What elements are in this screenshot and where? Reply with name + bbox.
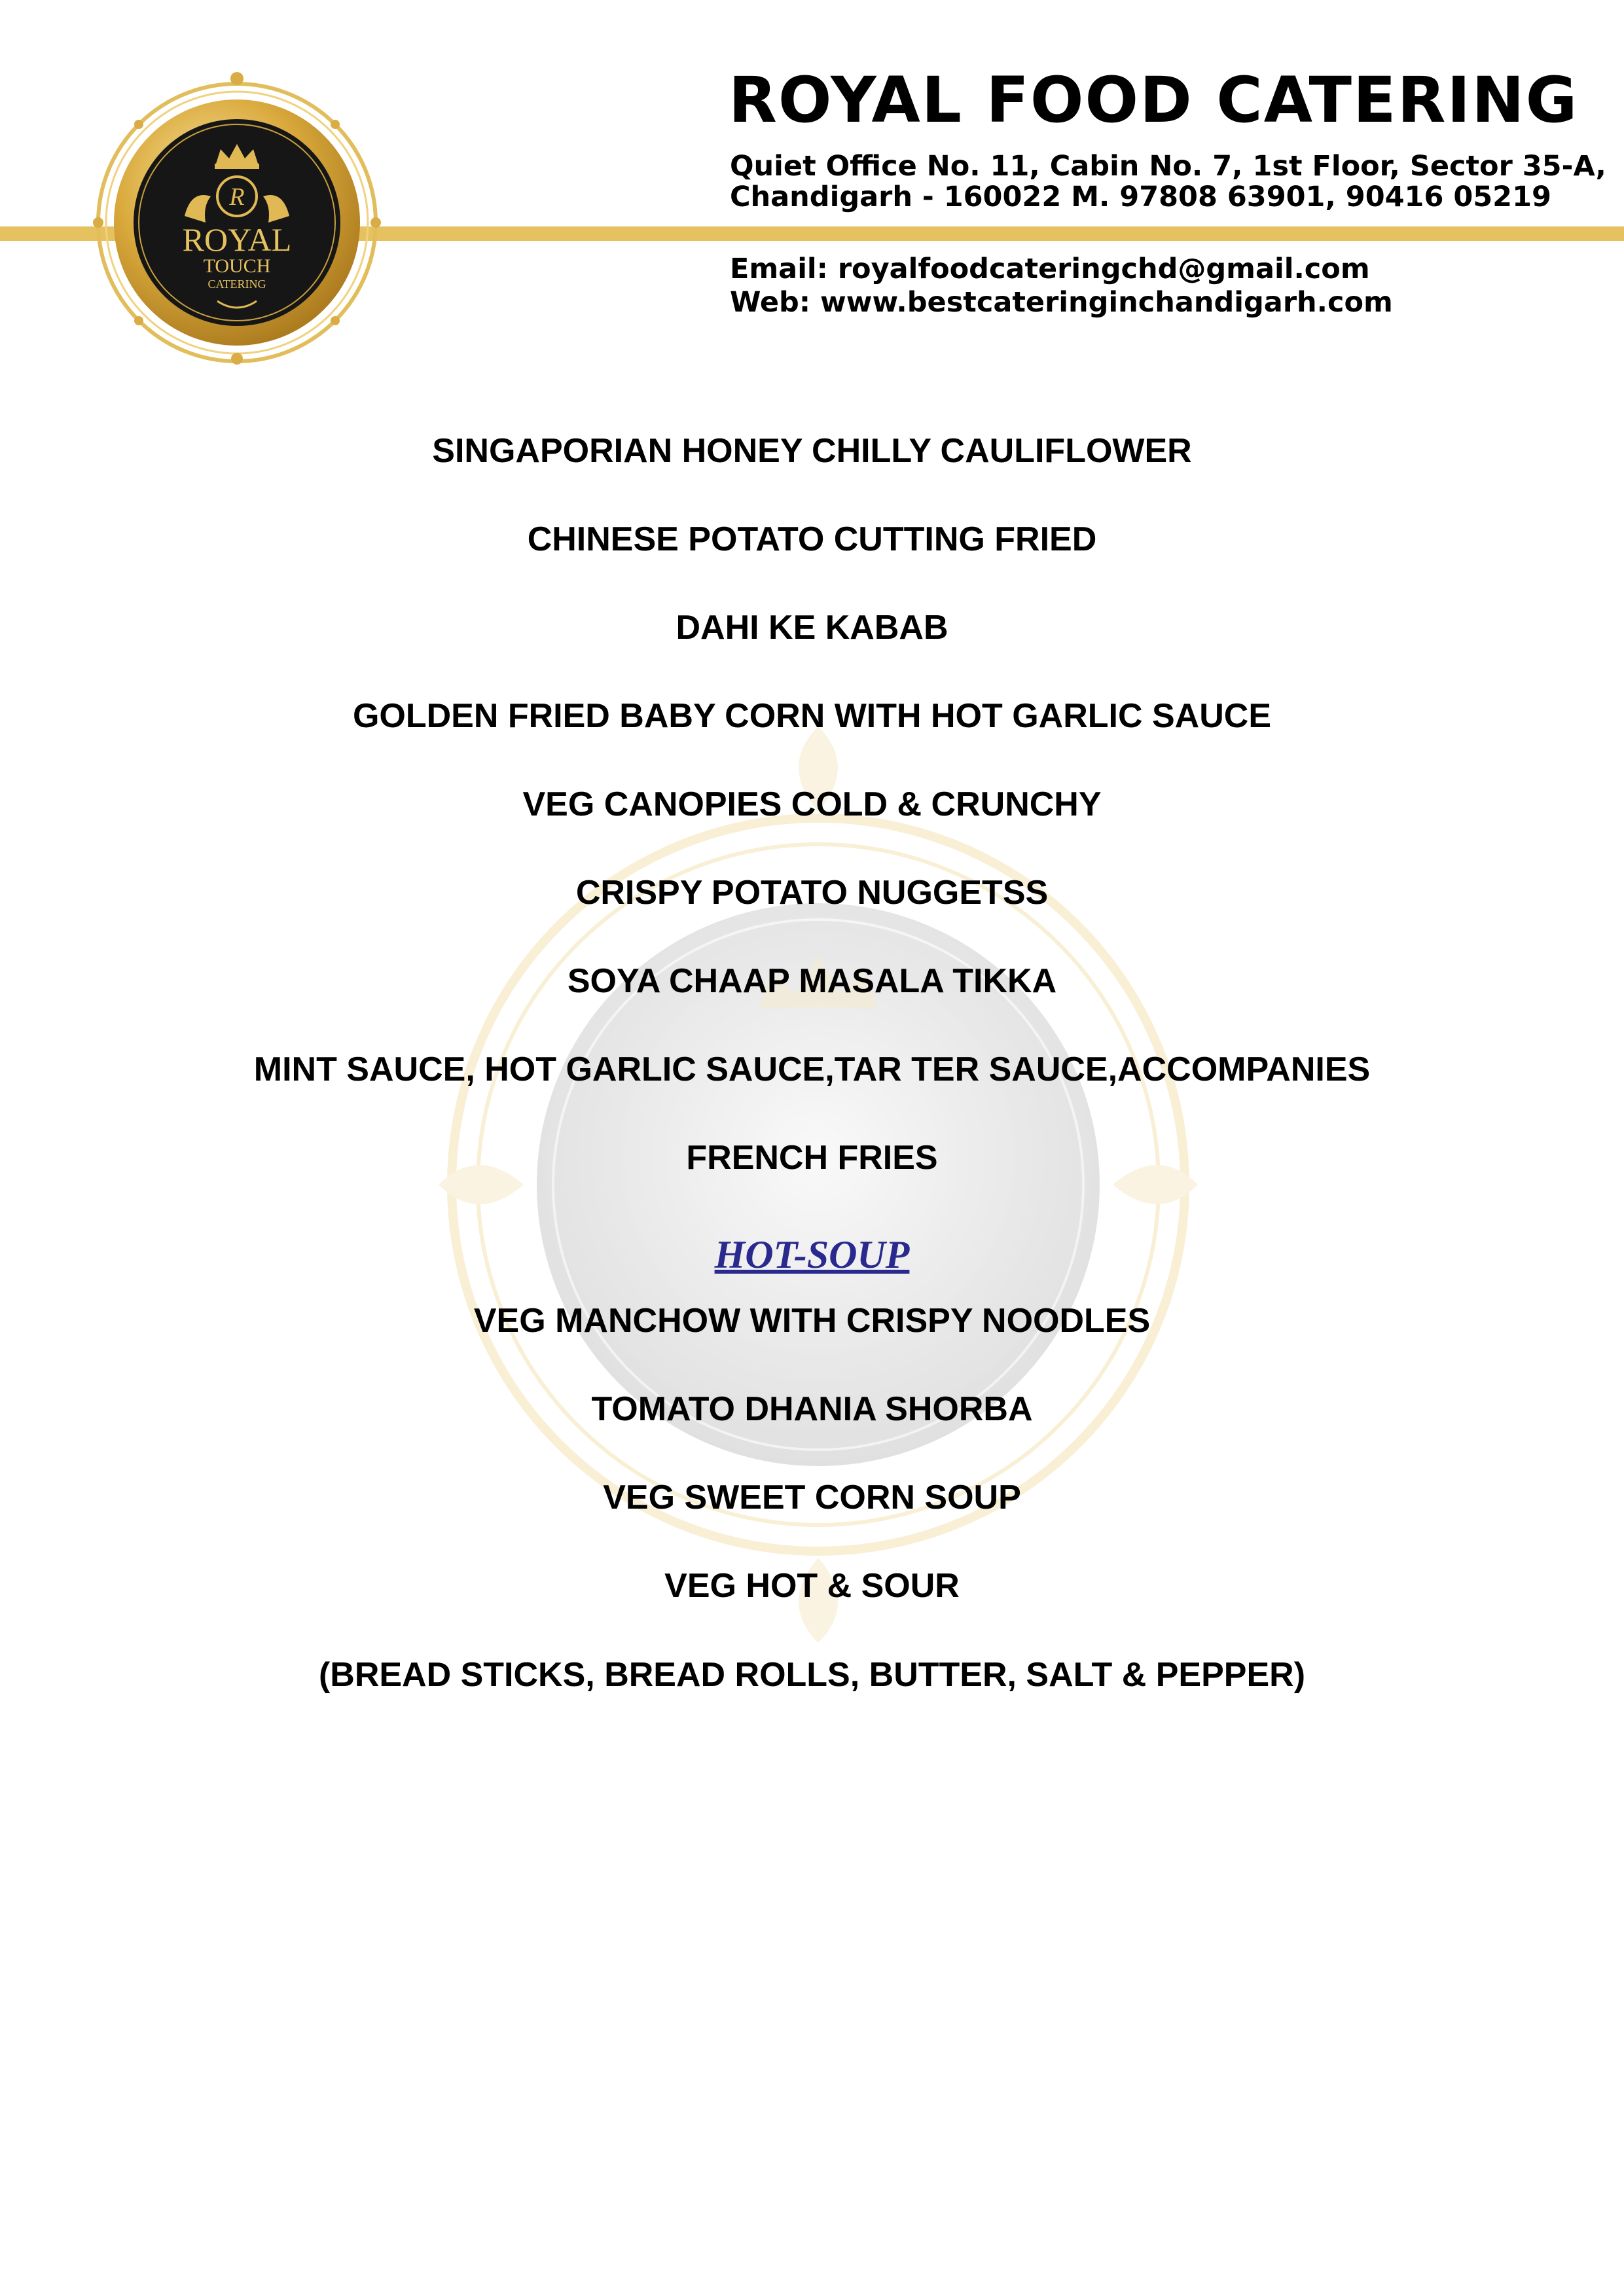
web-line: Web: www.bestcateringinchandigarh.com [730,286,1393,319]
company-name: ROYAL FOOD CATERING [729,63,1579,137]
address-line-1: Quiet Office No. 11, Cabin No. 7, 1st Floor, Sector 35-A, [730,150,1606,183]
menu-item: CRISPY POTATO NUGGETSS [575,874,1049,912]
address-line-2: Chandigarh - 160022 M. 97808 63901, 90416 05219 [730,181,1551,213]
menu-item: VEG SWEET CORN SOUP [603,1479,1021,1516]
menu-item: VEG MANCHOW WITH CRISPY NOODLES [473,1302,1151,1340]
menu-item: SINGAPORIAN HONEY CHILLY CAULIFLOWER [432,432,1192,470]
section-title-hot-soup: HOT-SOUP [714,1233,910,1276]
royal-touch-logo [86,65,388,367]
logo-line-royal: ROYAL [182,221,292,258]
menu-item: VEG HOT & SOUR [664,1567,960,1605]
watermark-logo [393,687,1244,1669]
menu-item: SOYA CHAAP MASALA TIKKA [567,962,1057,1000]
menu-item: CHINESE POTATO CUTTING FRIED [527,520,1097,558]
menu-item: VEG CANOPIES COLD & CRUNCHY [522,785,1102,823]
menu-item: MINT SAUCE, HOT GARLIC SAUCE,TAR TER SAUCE,ACCOMPANIES [253,1050,1371,1088]
menu-item: TOMATO DHANIA SHORBA [591,1390,1033,1428]
menu-item: FRENCH FRIES [686,1139,938,1177]
logo-monogram: R [229,183,245,211]
email-line: Email: royalfoodcateringchd@gmail.com [730,253,1370,285]
logo-line-catering: CATERING [208,278,266,291]
menu-item: (BREAD STICKS, BREAD ROLLS, BUTTER, SALT & PEPPER) [318,1656,1306,1694]
menu-item: DAHI KE KABAB [676,609,948,647]
menu-item: GOLDEN FRIED BABY CORN WITH HOT GARLIC SAUCE [352,697,1272,735]
logo-line-touch: TOUCH [203,255,271,277]
